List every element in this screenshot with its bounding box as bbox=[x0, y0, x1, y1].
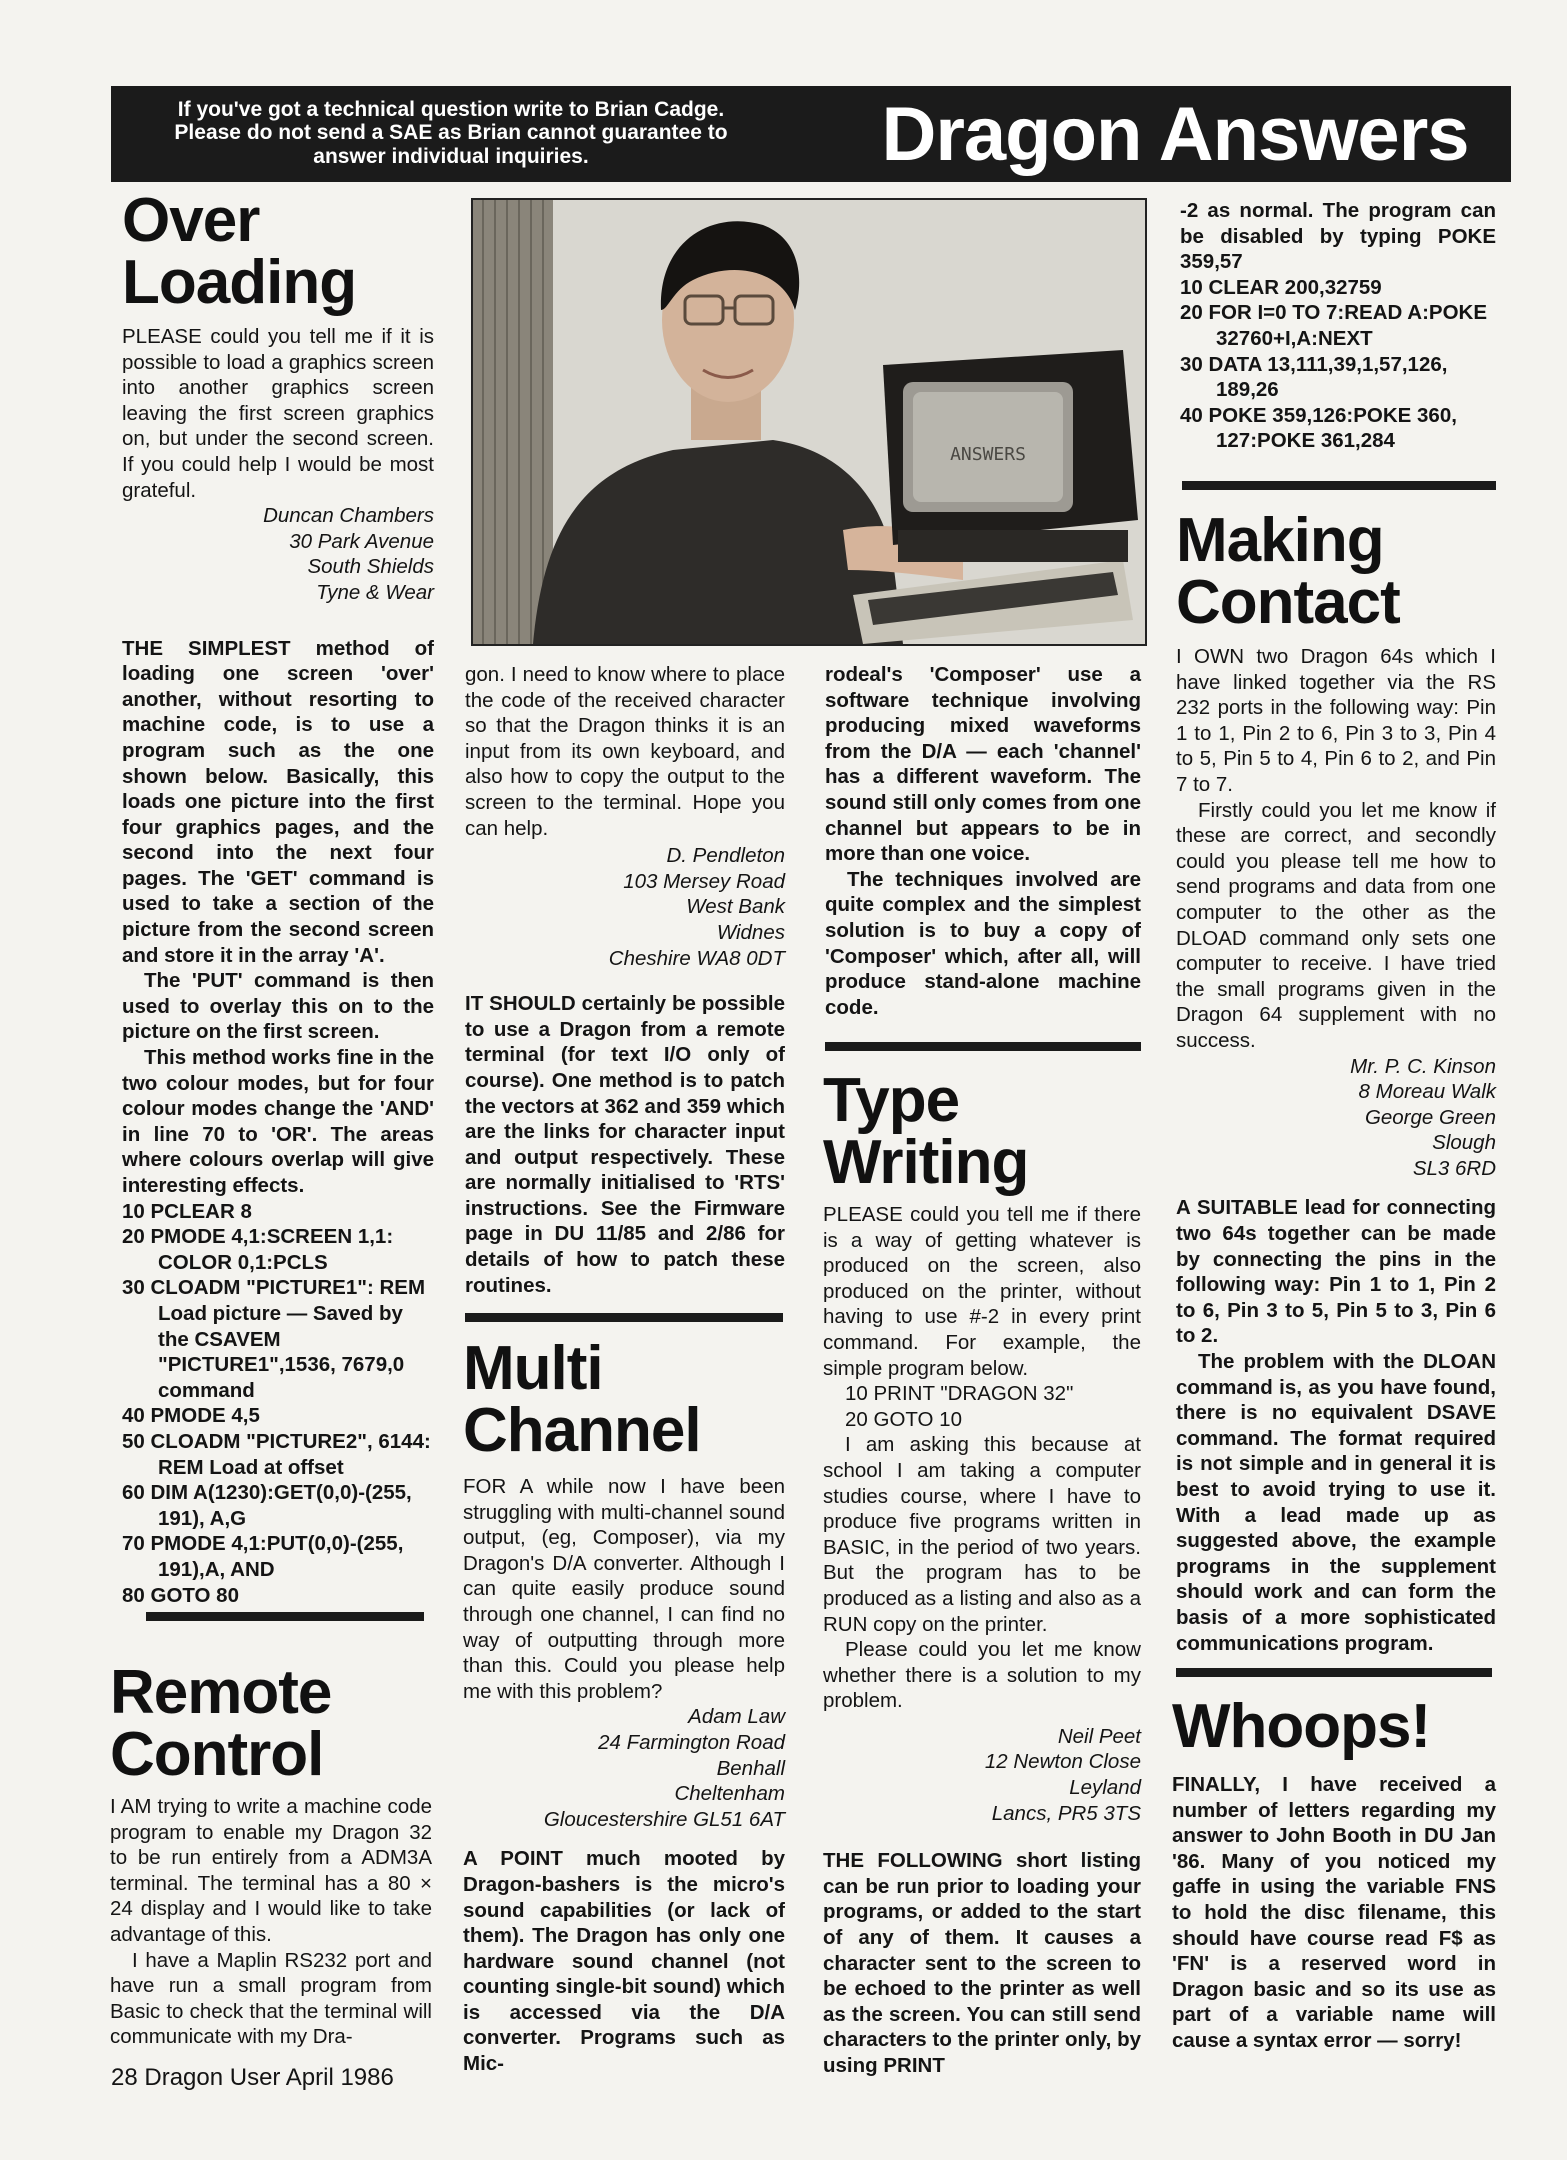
over-loading-question: PLEASE could you tell me if it is possible to load a graphics screen into another graphics screen leaving the first screen graphics on, but under the second screen. If you could help I would be most grateful. bbox=[122, 325, 434, 502]
remote-control-heading bbox=[110, 1658, 432, 1789]
code-line: 60 DIM A(1230):GET(0,0)-(255, 191), A,G bbox=[122, 1481, 412, 1530]
sender-line: Adam Law bbox=[688, 1705, 785, 1729]
section-divider bbox=[146, 1612, 424, 1621]
sender-line: 8 Moreau Walk bbox=[1358, 1080, 1496, 1104]
over-loading-answer: THE SIMPLEST method of loading one screen 'over' another, without resorting to machine code, is to use a program such as the one shown below. Basically, this loads one picture into the first four graphics pages, and the second into the next four pages. The 'GET' command is used to take a section of the picture from the second screen and store it in the array 'A'. bbox=[122, 636, 434, 967]
sender-line: 103 Mersey Road bbox=[623, 869, 785, 893]
heading-line: Channel bbox=[463, 1396, 701, 1465]
multi-channel-heading bbox=[463, 1334, 785, 1465]
making-contact-question: I OWN two Dragon 64s which I have linked together via the RS 232 ports in the following way: Pin 1 to 1, Pin 2 to 6, Pin 3 to 3, Pin 4 to 5, Pin 5 to 4, Pin 6 to 2, and Pin 7 to 7. bbox=[1176, 645, 1496, 796]
sender-line: South Shields bbox=[307, 555, 434, 579]
code-line: 30 DATA 13,111,39,1,57,126, 189,26 bbox=[1180, 352, 1448, 402]
code-line: 20 FOR I=0 TO 7:READ A:POKE 32760+I,A:NEXT bbox=[1180, 301, 1487, 350]
sender-line: Duncan Chambers bbox=[263, 504, 434, 528]
making-contact-question: Firstly could you let me know if these are correct, and secondly could you please tell me how to send programs and data from one computer to the other as the DLOAD command only sets one computer to receive. I have tried the small programs given in the Dragon 64 supplement with no success. bbox=[1176, 798, 1496, 1052]
type-writing-answer: -2 as normal. The program can be disabled by typing POKE 359,57 bbox=[1180, 199, 1496, 274]
photo-illustration bbox=[473, 200, 1145, 644]
heading-line: Writing bbox=[823, 1128, 1029, 1197]
photo-screen-text: ANSWERS bbox=[950, 444, 1026, 465]
sender-line: 24 Farmington Road bbox=[598, 1730, 785, 1754]
remote-control-article bbox=[110, 1658, 432, 2050]
sender-line: George Green bbox=[1364, 1105, 1496, 1129]
multi-channel-continued bbox=[825, 662, 1141, 1020]
sender-line: Neil Peet bbox=[1057, 1724, 1141, 1748]
type-writing-article bbox=[823, 1066, 1141, 2079]
whoops-heading: Whoops! bbox=[1172, 1692, 1431, 1761]
heading-line: Contact bbox=[1176, 568, 1400, 637]
code-line: 40 POKE 359,126:POKE 360, 127:POKE 361,284 bbox=[1180, 403, 1457, 453]
sender-line: Widnes bbox=[716, 920, 785, 944]
remote-control-answer: IT SHOULD certainly be possible to use a Dragon from a remote terminal (for text I/O only of course). One method is to patch the vectors at 362 and 359 which are the links for character input and output respectively. These are normally initialised to 'RTS' instructions. See the Firmware page in DU 11/85 and 2/86 for details of how to patch these routines. bbox=[465, 992, 785, 1297]
whoops-answer: FINALLY, I have received a number of letters regarding my answer to John Booth in DU Jan '86. Many of you noticed my gaffe in using the variable FNS to hold the disc filename, this should have course read F$ as 'FN' is a reserved word in Dragon basic and so its use as part of a variable name will cause a syntax error — sorry! bbox=[1172, 1773, 1496, 2052]
page-title: Dragon Answers bbox=[881, 92, 1469, 177]
over-loading-answer: The 'PUT' command is then used to overlay this on to the picture on the first screen. bbox=[122, 969, 434, 1044]
code-line: 80 GOTO 80 bbox=[122, 1583, 239, 1607]
sender-line: Leyland bbox=[1069, 1776, 1141, 1800]
over-loading-code bbox=[122, 1199, 434, 1609]
heading-line: Over bbox=[122, 186, 260, 255]
sender-line: Tyne & Wear bbox=[316, 580, 434, 604]
sender-line: Cheshire WA8 0DT bbox=[608, 946, 785, 970]
type-writing-sender bbox=[823, 1724, 1141, 1826]
remote-control-question: I AM trying to write a machine code program to enable my Dragon 32 to be run entirely from a ADM3A terminal. The terminal has a 80 × 24 display and I would like to take advantage of this. bbox=[110, 1795, 432, 1946]
header-note-line: If you've got a technical question write to Brian Cadge. bbox=[177, 97, 725, 121]
code-line: 10 PRINT "DRAGON 32" bbox=[845, 1382, 1074, 1406]
section-divider bbox=[1182, 481, 1496, 490]
code-line: 10 CLEAR 200,32759 bbox=[1180, 275, 1382, 299]
sender-line: SL3 6RD bbox=[1412, 1156, 1496, 1180]
remote-control-sender bbox=[465, 843, 785, 971]
making-contact-article bbox=[1176, 506, 1496, 1656]
header-note-line: answer individual inquiries. bbox=[313, 144, 589, 168]
sender-line: Mr. P. C. Kinson bbox=[1350, 1054, 1496, 1078]
remote-control-question: gon. I need to know where to place the code of the received character so that the Dragon thinks it is an input from its own keyboard, and also how to copy the output to the screen to the terminal. Hope you can help. bbox=[465, 663, 785, 840]
type-writing-heading bbox=[823, 1066, 1141, 1197]
heading-line: Type bbox=[823, 1066, 960, 1135]
sender-line: 12 Newton Close bbox=[984, 1750, 1141, 1774]
code-line: 70 PMODE 4,1:PUT(0,0)-(255, 191),A, AND bbox=[122, 1532, 404, 1581]
remote-control-continued bbox=[465, 662, 785, 1298]
code-line: 20 PMODE 4,1:SCREEN 1,1: COLOR 0,1:PCLS bbox=[122, 1225, 394, 1274]
code-line: 20 GOTO 10 bbox=[845, 1407, 962, 1431]
type-writing-question: Please could you let me know whether there is a solution to my problem. bbox=[823, 1638, 1141, 1713]
sender-line: Cheltenham bbox=[674, 1782, 785, 1806]
sender-line: West Bank bbox=[686, 895, 785, 919]
multi-channel-sender bbox=[463, 1704, 785, 1832]
code-line: 50 CLOADM "PICTURE2", 6144: REM Load at offset bbox=[122, 1429, 431, 1479]
type-writing-continued bbox=[1180, 198, 1496, 454]
sender-line: D. Pendleton bbox=[666, 844, 785, 868]
multi-channel-answer: A POINT much mooted by Dragon-bashers is the micro's sound capabilities (or lack of them). The Dragon has only one hardware sound channel (not counting single-bit sound) which is accessed via the D/A converter. Programs such as Mic- bbox=[463, 1847, 785, 2076]
code-line: 40 PMODE 4,5 bbox=[122, 1404, 260, 1428]
remote-control-question: I have a Maplin RS232 port and have run a small program from Basic to check that the terminal will communicate with my Dra- bbox=[110, 1948, 432, 2049]
code-line: 10 PCLEAR 8 bbox=[122, 1199, 252, 1223]
code-line: 30 CLOADM "PICTURE1": REM Load picture — Saved by the CSAVEM "PICTURE1",1536, 7679,0 command bbox=[122, 1276, 426, 1402]
sender-line: Gloucestershire GL51 6AT bbox=[543, 1807, 785, 1831]
section-divider bbox=[1176, 1668, 1492, 1677]
header-note bbox=[111, 88, 791, 178]
multi-channel-answer: rodeal's 'Composer' use a software technique involving producing mixed waveforms from the D/A — each 'channel' has a different waveform. The sound still only comes from one channel but appears to be in more than one voice. bbox=[825, 663, 1141, 866]
over-loading-answer: This method works fine in the two colour modes, but for four colour modes change the 'AND' in line 70 to 'OR'. The areas where colours overlap will give interesting effects. bbox=[122, 1046, 434, 1197]
over-loading-article bbox=[122, 186, 434, 1608]
header-note-line: Please do not send a SAE as Brian cannot guarantee to bbox=[174, 121, 728, 145]
sender-line: Lancs, PR5 3TS bbox=[991, 1801, 1141, 1825]
heading-line: Making bbox=[1176, 506, 1384, 575]
over-loading-heading bbox=[122, 186, 434, 317]
making-contact-answer: The problem with the DLOAN command is, as you have found, there is no equivalent DSAVE command. The format required is not simple and in general it is best to avoid trying to use it. With a lead made up as suggested above, the example programs in the supplement should work and can form the basis of a more sophisticated communications program. bbox=[1176, 1350, 1496, 1655]
type-writing-answer: THE FOLLOWING short listing can be run prior to loading your programs, or added to the start of any of them. It causes a character sent to the screen to be echoed to the printer as well as the screen. You can still send characters to the printer only, by using PRINT bbox=[823, 1849, 1141, 2077]
type-writing-question: PLEASE could you tell me if there is a way of getting whatever is produced on the screen, also produced on the printer, without having to use #-2 in every print command. For example, the simple program below. bbox=[823, 1203, 1141, 1380]
heading-line: Loading bbox=[122, 248, 357, 317]
type-writing-listing bbox=[1180, 275, 1496, 454]
sender-line: Slough bbox=[1432, 1131, 1496, 1155]
type-writing-example bbox=[823, 1381, 1141, 1432]
multi-channel-answer: The techniques involved are quite complex and the simplest solution is to buy a copy of 'Composer' which, after all, will produce stand-alone machine code. bbox=[825, 867, 1141, 1019]
making-contact-heading bbox=[1176, 506, 1496, 637]
making-contact-sender bbox=[1176, 1054, 1496, 1182]
page-footer: 28 Dragon User April 1986 bbox=[111, 2064, 394, 2091]
sender-line: 30 Park Avenue bbox=[289, 529, 434, 553]
multi-channel-question: FOR A while now I have been struggling with multi-channel sound output, (eg, Composer), via my Dragon's D/A converter. Although I can quite easily produce sound through one channel, I can find no way of outputting through more than this. Could you please help me with this problem? bbox=[463, 1475, 785, 1703]
multi-channel-article bbox=[463, 1334, 785, 2077]
section-divider bbox=[465, 1313, 783, 1322]
heading-line: Multi bbox=[463, 1334, 603, 1403]
sender-line: Benhall bbox=[716, 1756, 785, 1780]
type-writing-question: I am asking this because at school I am taking a computer studies course, where I have to produce five programs written in BASIC, in the period of two years. But the program has to be produced as a listing and also as a RUN copy on the printer. bbox=[823, 1433, 1141, 1636]
brian-cadge-photo bbox=[471, 198, 1147, 646]
over-loading-sender bbox=[122, 503, 434, 605]
heading-line: Control bbox=[110, 1720, 324, 1789]
whoops-article bbox=[1172, 1692, 1496, 2054]
section-divider bbox=[825, 1042, 1141, 1051]
heading-line: Remote bbox=[110, 1658, 332, 1727]
making-contact-answer: A SUITABLE lead for connecting two 64s together can be made by connecting the pins in the following way: Pin 1 to 1, Pin 2 to 6, Pin 3 to 5, Pin 5 to 3, Pin 6 to 2. bbox=[1176, 1196, 1496, 1348]
